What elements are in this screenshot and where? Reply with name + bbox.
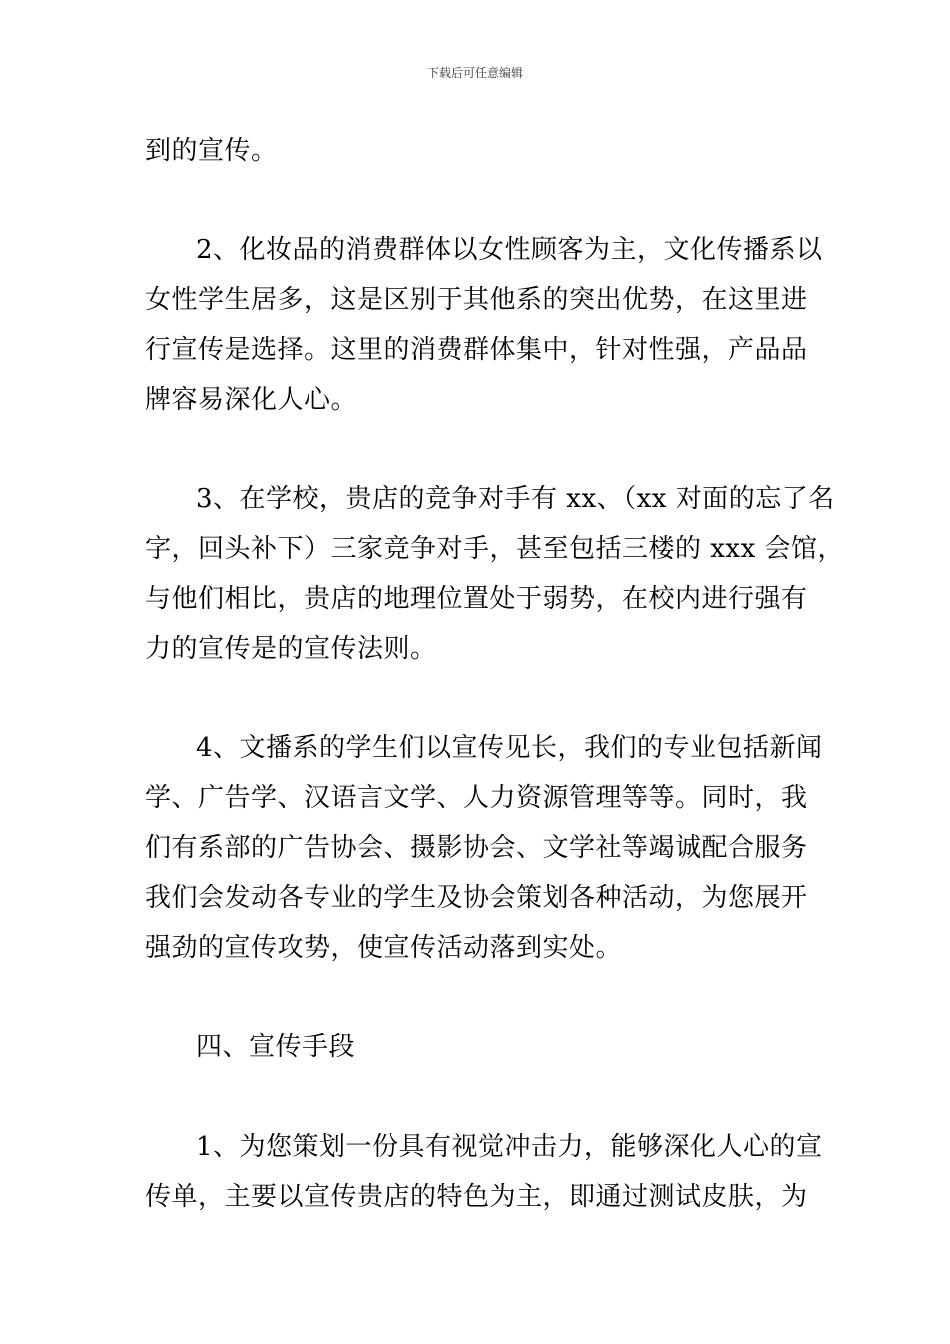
paragraph-5-line: 1、为您策划一份具有视觉冲击力，能够深化人心的宣 [196,1132,823,1162]
text-line: 们有系部的广告协会、摄影协会、文学社等竭诚配合服务 [145,833,808,863]
text-line: 与他们相比，贵店的地理位置处于弱势，在校内进行强有 [145,584,808,614]
text-line: 传单，主要以宣传贵店的特色为主，即通过测试皮肤，为 [145,1182,808,1212]
section-heading: 四、宣传手段 [196,1032,356,1062]
page-header: 下载后可任意编辑 [426,66,523,80]
paragraph-4-line: 4、文播系的学生们以宣传见长，我们的专业包括新闻 [196,733,823,763]
text-line: 强劲的宣传攻势，使宣传活动落到实处。 [145,933,623,963]
text-line: 学、广告学、汉语言文学、人力资源管理等等。同时，我 [145,783,808,813]
text-line: 我们会发动各专业的学生及协会策划各种活动，为您展开 [145,883,808,913]
text-line: 字，回头补下）三家竞争对手，甚至包括三楼的 xxx 会馆， [145,534,845,564]
text-line: 女性学生居多，这是区别于其他系的突出优势，在这里进 [145,285,808,315]
paragraph-3-line: 3、在学校，贵店的竞争对手有 xx、（xx 对面的忘了名 [196,484,835,514]
paragraph-2-line: 2、化妆品的消费群体以女性顾客为主，文化传播系以 [196,235,823,265]
text-line: 到的宣传。 [145,136,278,166]
text-line: 力的宣传是的宣传法则。 [145,634,437,664]
text-line: 牌容易深化人心。 [145,385,358,415]
text-line: 行宣传是选择。这里的消费群体集中，针对性强，产品品 [145,335,808,365]
